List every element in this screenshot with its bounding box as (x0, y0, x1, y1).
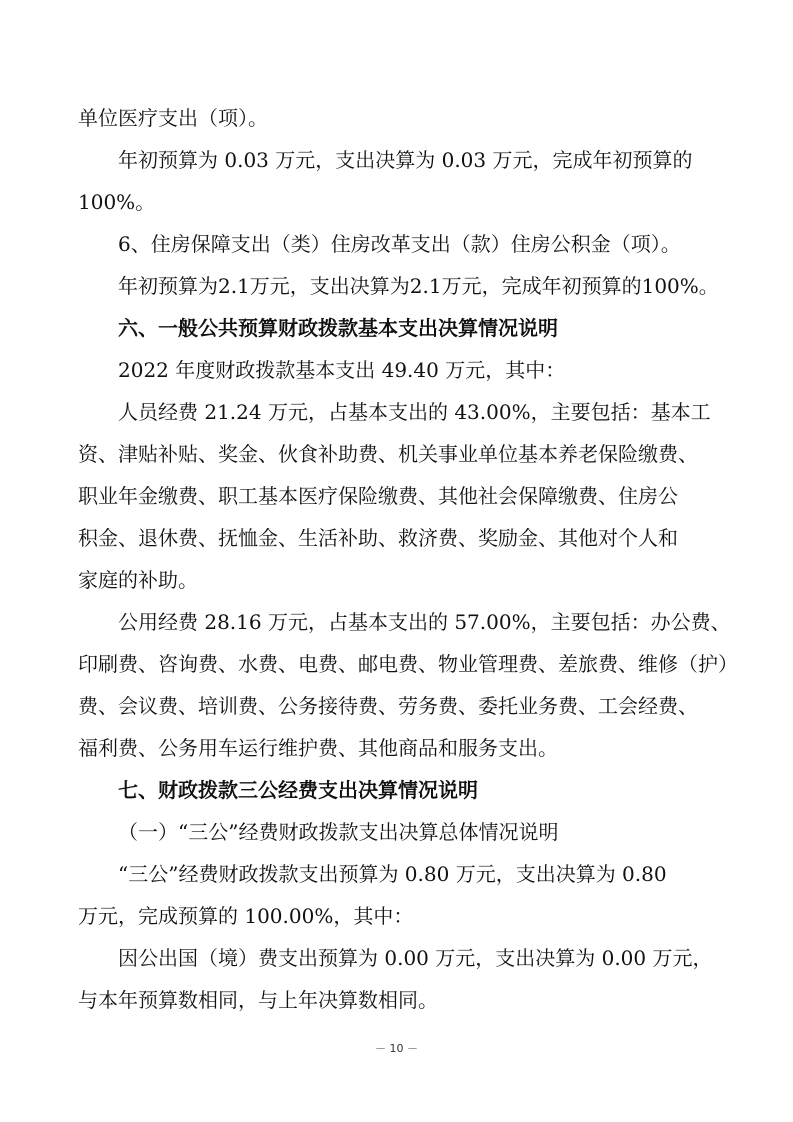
section-heading: 六、一般公共预算财政拨款基本支出决算情况说明 (118, 316, 558, 340)
text-line: 6、住房保障支出（类）住房改革支出（款）住房公积金（项）。 (118, 232, 681, 256)
text-line: 福利费、公务用车运行维护费、其他商品和服务支出。 (78, 736, 558, 760)
text-line: 资、津贴补贴、奖金、伙食补助费、机关事业单位基本养老保险缴费、 (78, 442, 698, 466)
text-line: 印刷费、咨询费、水费、电费、邮电费、物业管理费、差旅费、维修（护） (78, 652, 738, 676)
text-line: 费、会议费、培训费、公务接待费、劳务费、委托业务费、工会经费、 (78, 694, 698, 718)
section-heading: 七、财政拨款三公经费支出决算情况说明 (118, 778, 478, 802)
text-line: 万元，完成预算的 100.00%，其中： (78, 904, 414, 928)
text-line: 年初预算为 0.03 万元，支出决算为 0.03 万元，完成年初预算的 (118, 148, 693, 172)
text-line: 公用经费 28.16 万元，占基本支出的 57.00%，主要包括：办公费、 (118, 610, 731, 634)
text-line: 单位医疗支出（项）。 (78, 106, 268, 130)
text-line: 人员经费 21.24 万元，占基本支出的 43.00%，主要包括：基本工 (118, 400, 711, 424)
text-line: 因公出国（境）费支出预算为 0.00 万元，支出决算为 0.00 万元， (118, 946, 713, 970)
text-line: 年初预算为2.1万元，支出决算为2.1万元，完成年初预算的100%。 (118, 274, 719, 298)
text-line: 100%。 (78, 190, 156, 214)
text-line: “三公”经费财政拨款支出预算为 0.80 万元，支出决算为 0.80 (118, 862, 667, 886)
subsection-heading: （一）“三公”经费财政拨款支出决算总体情况说明 (118, 820, 559, 844)
text-line: 职业年金缴费、职工基本医疗保险缴费、其他社会保障缴费、住房公 (78, 484, 678, 508)
text-line: 2022 年度财政拨款基本支出 49.40 万元，其中： (118, 358, 566, 382)
text-line: 家庭的补助。 (78, 568, 198, 592)
text-line: 与本年预算数相同，与上年决算数相同。 (78, 988, 438, 1012)
text-line: 积金、退休费、抚恤金、生活补助、救济费、奖励金、其他对个人和 (78, 526, 678, 550)
page-number: － 10 － (375, 1042, 418, 1055)
